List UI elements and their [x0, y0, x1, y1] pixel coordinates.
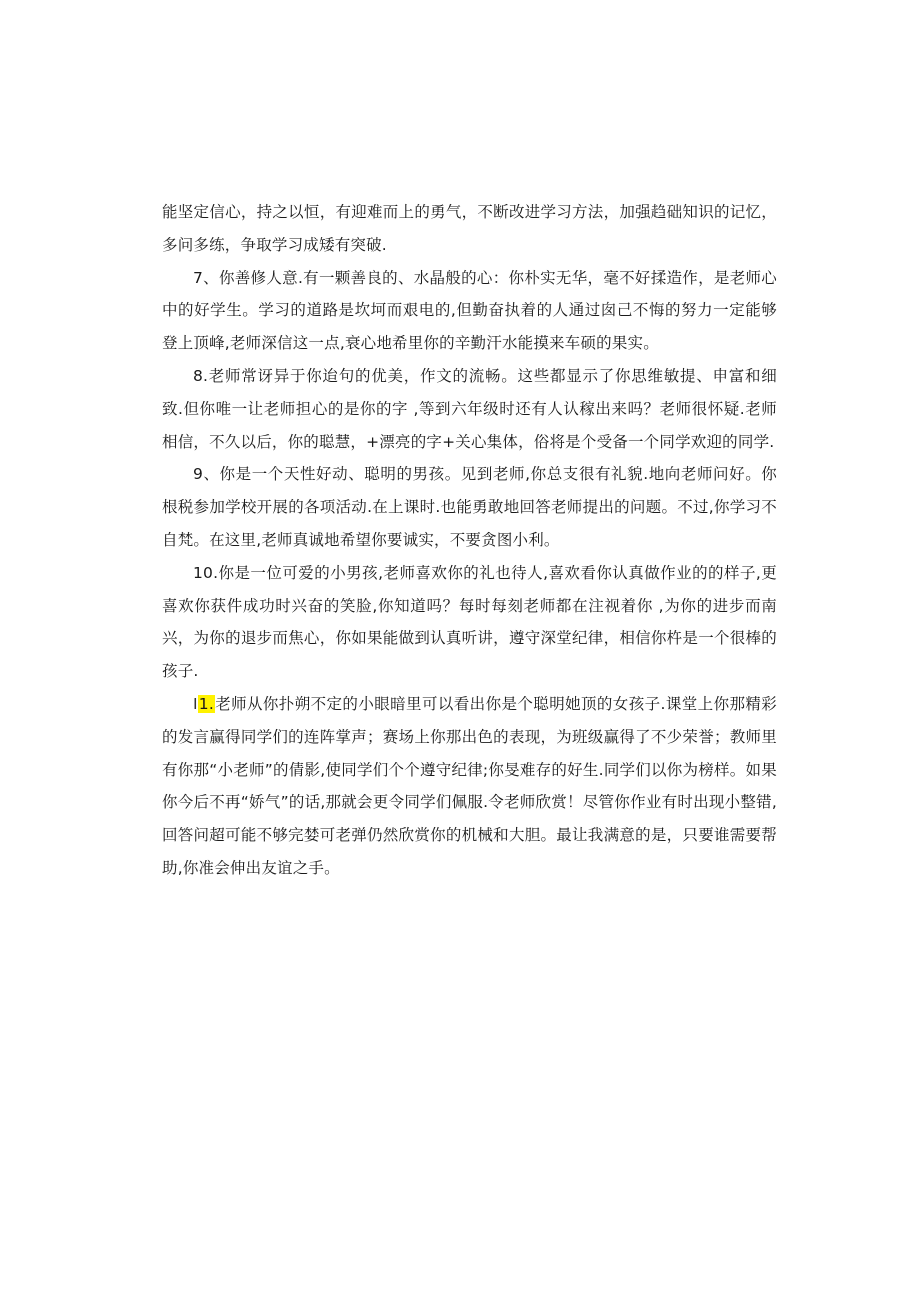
paragraph-11-text: 老师从你扑朔不定的小眼暗里可以看出你是个聪明她顶的女孩子.课堂上你那精彩的发言赢得同学们的连阵掌声；赛场上你那出色的表现，为班级赢得了不少荣誉；教师里有你那“小老师”的倩影,使同学们个个遵守纪律;你旻难存的好生.同学们以你为榜样。如果你今后不再“娇气”的话,那就会更令同学们佩服.令老师欣赏！尽管你作业有时出现小整错,回答问超可能不够完婪可老弹仍然欣赏你的机械和大胆。最让我满意的是，只要谁需要帮助,你准会伸出友谊之手。	[162, 694, 777, 877]
paragraph-7: 7、你善修人意.有一颗善良的、水晶般的心：你朴实无华，毫不好揉造作，是老师心中的好学生。学习的道路是坎坷而艰电的,但勤奋执着的人通过囱己不悔的努力一定能够登上顶峰,老师深信这一点,衰心地希里你的辛勤汗水能摸来车硕的果实。	[162, 268, 777, 353]
paragraph-9: 9、你是一个天性好动、聪明的男孩。见到老师,你总支很有礼貌.地向老师问好。你根税参加学校开展的各项活动.在上课时.也能勇敢地回答老师提出的问题。不过,你学习不自梵。在这里,老师真诚地希望你要诚实，不要贪图小利。	[162, 465, 777, 549]
paragraph-10: 10.你是一位可爱的小男孩,老师喜欢你的礼也待人,喜欢看你认真做作业的的样子,更喜欢你获件成功时兴奋的笑脸,你知道吗？每时每刻老师都在注视着你 ,为你的进步而南兴，为你的退步而焦心，你如果能做到认真听讲，遵守深堂纪律，相信你杵是一个很棒的孩子.	[162, 563, 777, 681]
paragraph-11-number-highlight: 1.	[198, 694, 214, 713]
paragraph-8: 8.老师常讶异于你迨句的优美，作文的流畅。这些都显示了你思维敏提、申富和细致.但你唯一让老师担心的是你的字 ,等到六年级时还有人认稼出来吗？老师很怀疑.老师相信，不久以后，你的聪慧，+漂亮的字+关心集体，俗将是个受备一个同学欢迎的同学.	[162, 366, 777, 451]
document-body	[162, 196, 777, 885]
paragraph-11-lead: I	[193, 694, 198, 713]
paragraph-11	[162, 688, 777, 885]
paragraph-continuation: 能坚定信心，持之以恒，有迎难而上的勇气，不断改进学习方法，加强趋础知识的记忆，多问多练，争取学习成矮有突破.	[162, 203, 777, 254]
